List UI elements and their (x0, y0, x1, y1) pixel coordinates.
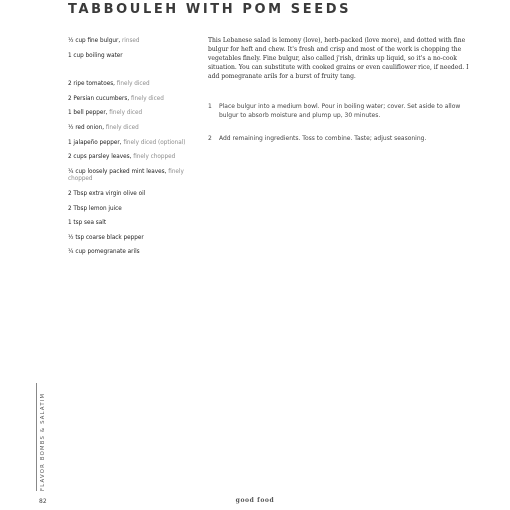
ingredient-item: 1 tsp sea salt (68, 220, 107, 227)
recipe-intro: This Lebanese salad is lemony (love), herb-packed (love more), and dotted with fine bulgur for heft and chew. It's fresh and crisp and most of the work is chopping the vegetables finely. Fine bulgur, also called j'rish, drinks up liquid, so it's a no-cook situation. You can substitute with cooked grains or even cauliflower rice, if needed. I add pomegranate arils for a burst of fruity tang. (208, 37, 469, 81)
page-number: 82 (39, 498, 47, 505)
ingredient-item: ½ cup fine bulgur, rinsed (68, 38, 140, 44)
method-steps (208, 102, 480, 157)
ingredient-item: 1 jalapeño pepper, finely diced (optional) (68, 139, 186, 146)
ingredient-item: ½ tsp coarse black pepper (68, 234, 144, 241)
ingredient-item: ¼ cup loosely packed mint leaves, finely chopped (68, 168, 184, 183)
footer-title: good food (235, 497, 275, 504)
ingredient-item: 1 bell pepper, finely diced (68, 110, 143, 117)
sidebar-divider (36, 383, 37, 491)
ingredient-item: 2 Tbsp extra virgin olive oil (68, 190, 146, 197)
ingredient-item: ½ red onion, finely diced (68, 124, 139, 131)
step-number: 1 (208, 103, 212, 110)
ingredient-item: 2 cups parsley leaves, finely chopped (68, 154, 176, 161)
chapter-label: FLAVOR BOMBS & SALATIM (40, 392, 46, 491)
ingredient-item: 1 cup boiling water (68, 52, 123, 59)
recipe-title: TABBOULEH WITH POM SEEDS (68, 2, 352, 17)
step-text: Place bulgur into a medium bowl. Pour in boiling water; cover. Set aside to allow bulgur to absorb moisture and plump up, 30 minutes. (219, 103, 461, 119)
ingredient-item: 2 Tbsp lemon juice (68, 205, 122, 212)
ingredient-item: 2 Persian cucumbers, finely diced (68, 95, 164, 102)
step-text: Add remaining ingredients. Toss to combine. Taste; adjust seasoning. (219, 135, 427, 142)
method-step (208, 102, 480, 120)
ingredient-item: ¼ cup pomegranate arils (68, 249, 140, 256)
method-step (208, 134, 480, 143)
step-number: 2 (208, 135, 212, 142)
ingredient-item: 2 ripe tomatoes, finely diced (68, 81, 150, 88)
ingredient-list (68, 38, 193, 257)
